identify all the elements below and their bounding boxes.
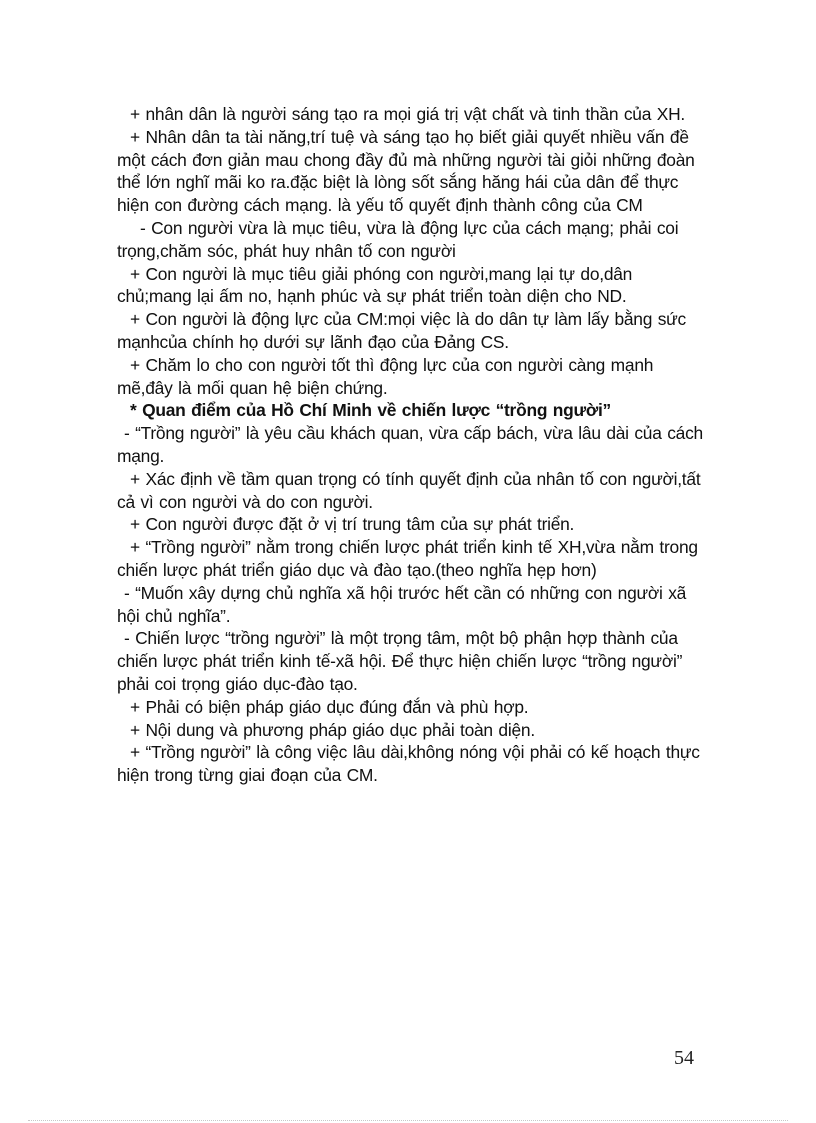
paragraph: + Con người được đặt ở vị trí trung tâm của sự phát triển. <box>130 514 575 535</box>
paragraph: + Con người là động lực của CM:mọi việc là do dân tự làm lấy bằng sức mạnhcủa chính họ dưới sự lãnh đạo của Đảng CS. <box>117 309 686 352</box>
paragraph: - “Muốn xây dựng chủ nghĩa xã hội trước hết cần có những con người xã hội chủ nghĩa”. <box>117 582 687 626</box>
paragraph: - Con người vừa là mục tiêu, vừa là động lực của cách mạng; phải coi trọng,chăm sóc, phát huy nhân tố con người <box>117 217 679 261</box>
paragraph: + Nhân dân ta tài năng,trí tuệ và sáng tạo họ biết giải quyết nhiều vấn đề một cách đơn giản mau chong đầy đủ mà những người tài giỏi những đoàn thể lớn nghĩ mãi ko ra.đặc biệt là lòng sốt sắng hăng hái của dân để thực hiện con đường cách mạng. là yếu tố quyết định thành công của CM <box>117 126 695 216</box>
paragraph: + nhân dân là người sáng tạo ra mọi giá trị vật chất và tinh thần của XH. <box>130 104 685 124</box>
section-heading: * Quan điểm của Hồ Chí Minh về chiến lược “trồng người” <box>130 400 612 421</box>
paragraph: + Xác định về tầm quan trọng có tính quyết định của nhân tố con người,tất cả vì con người và do con người. <box>117 468 701 512</box>
paragraph: + “Trồng người” là công việc lâu dài,không nóng vội phải có kế hoạch thực hiện trong từng giai đoạn của CM. <box>117 742 700 786</box>
paragraph: - “Trồng người” là yêu cầu khách quan, vừa cấp bách, vừa lâu dài của cách mạng. <box>117 423 703 466</box>
paragraph: - Chiến lược “trồng người” là một trọng tâm, một bộ phận hợp thành của chiến lược phát triển kinh tế-xã hội. Để thực hiện chiến lược “trồng người” phải coi trọng giáo dục-đào tạo. <box>117 628 683 694</box>
paragraph: + Nội dung và phương pháp giáo dục phải toàn diện. <box>130 719 535 740</box>
page-number: 54 <box>674 1047 694 1069</box>
document-body <box>117 103 707 787</box>
paragraph: + Phải có biện pháp giáo dục đúng đắn và phù hợp. <box>130 696 529 717</box>
paragraph: + Chăm lo cho con người tốt thì động lực của con người càng mạnh mẽ,đây là mối quan hệ biện chứng. <box>117 354 654 398</box>
page-bottom-border <box>28 1120 788 1121</box>
paragraph: + “Trồng người” nằm trong chiến lược phát triển kinh tế XH,vừa nằm trong chiến lược phát triển giáo dục và đào tạo.(theo nghĩa hẹp hơn) <box>117 537 698 580</box>
paragraph: + Con người là mục tiêu giải phóng con người,mang lại tự do,dân chủ;mang lại ấm no, hạnh phúc và sự phát triển toàn diện cho ND. <box>117 263 633 307</box>
